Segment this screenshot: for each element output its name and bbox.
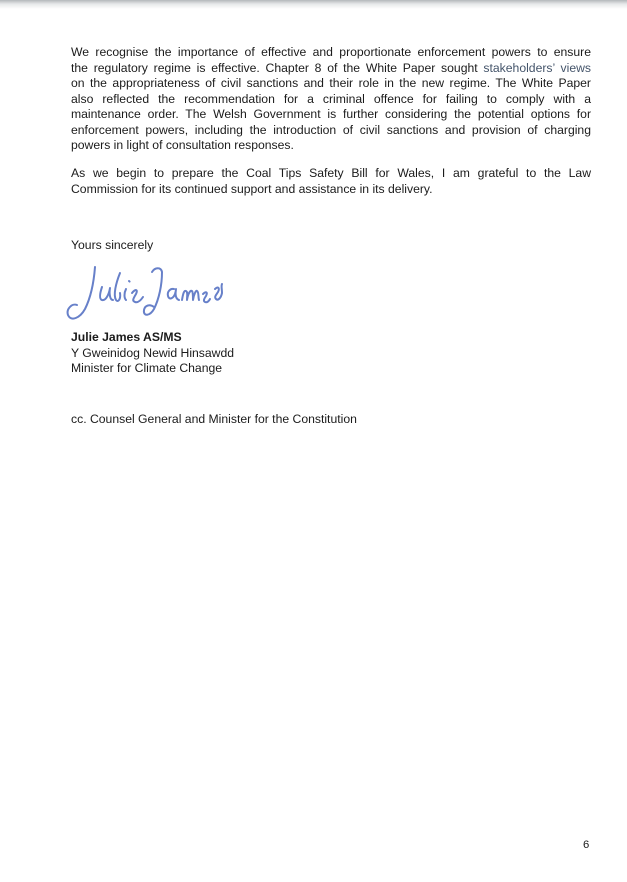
paragraph-line [71,61,591,77]
signatory-block [71,330,591,377]
signatory-title-english: Minister for Climate Change [71,361,223,376]
paragraph-line: on the appropriateness of civil sanctions and their role in the new regime. The White Paper [71,76,591,91]
paragraph-text: the regulatory regime is effective. Chapter 8 of the White Paper sought [71,60,484,75]
paragraph-line: maintenance order. The Welsh Government is further considering the potential options for [71,107,591,122]
highlighted-phrase: stakeholders’ views [483,60,592,75]
closing-salutation: Yours sincerely [71,238,154,252]
paragraph-line: Commission for its continued support and assistance in its delivery. [71,181,433,196]
cc-line: cc. Counsel General and Minister for the Constitution [71,412,357,426]
signatory-name: Julie James AS/MS [71,330,182,344]
paragraph-line: powers in light of consultation responses. [71,138,294,153]
handwritten-signature [60,261,228,331]
paragraph-enforcement-powers [71,45,591,154]
paragraph-line: We recognise the importance of effective and proportionate enforcement powers to ensure [71,45,591,59]
page-number: 6 [583,839,590,851]
signatory-title-welsh: Y Gweinidog Newid Hinsawdd [71,345,235,360]
paragraph-line: As we begin to prepare the Coal Tips Safety Bill for Wales, I am grateful to the Law [71,166,591,180]
paragraph-line: enforcement powers, including the introduction of civil sanctions and provision of charging [71,122,591,137]
page-top-shadow [0,0,627,9]
paragraph-coal-tips-bill [71,166,591,197]
paragraph-line: also reflected the recommendation for a criminal offence for failing to comply with a [71,91,591,106]
